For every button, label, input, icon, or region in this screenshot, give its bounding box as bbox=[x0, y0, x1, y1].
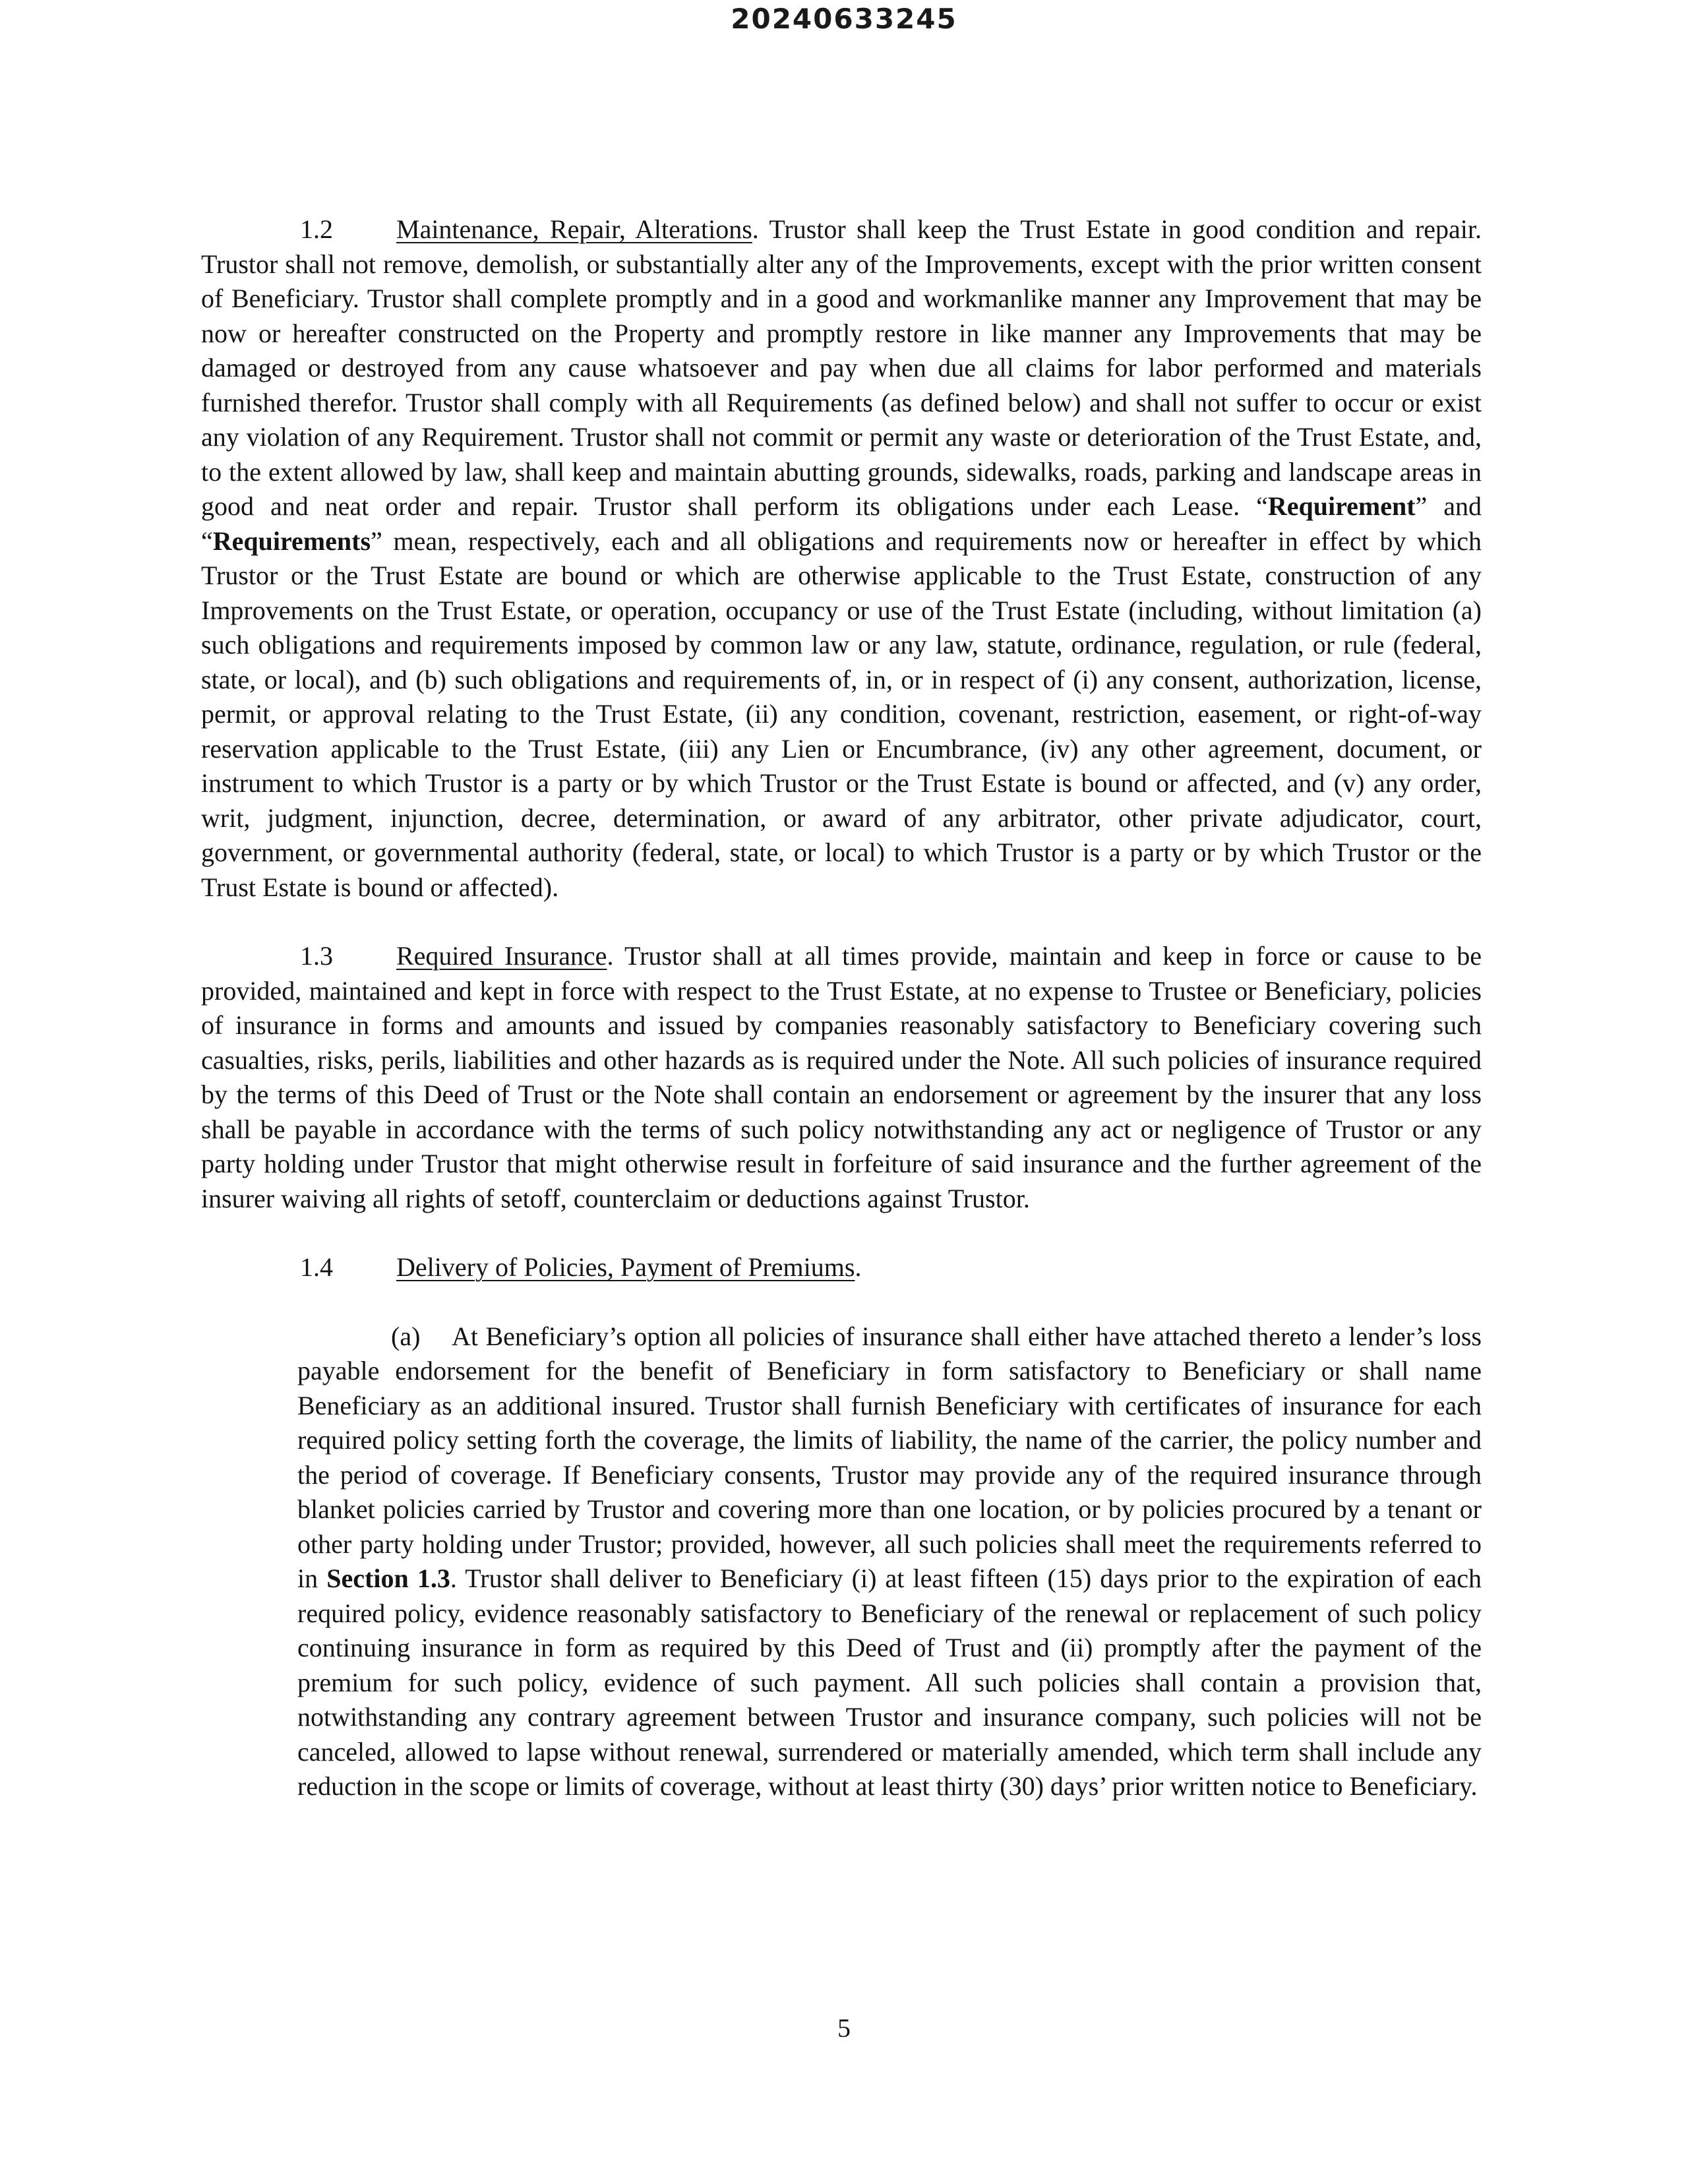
section-reference: Section 1.3 bbox=[326, 1563, 450, 1593]
defined-term: Requirement bbox=[1267, 491, 1416, 521]
section-number: 1.2 bbox=[300, 214, 333, 244]
section-1-2 bbox=[201, 212, 1482, 905]
section-1-4-a bbox=[297, 1320, 1482, 1804]
document-number: 20240633245 bbox=[731, 3, 957, 35]
section-number: 1.4 bbox=[300, 1252, 333, 1282]
page-number: 5 bbox=[837, 2013, 851, 2043]
section-text: ” mean, respectively, each and all obligations and requirements now or hereafter in effect by which Trustor or the Trust Estate are bound or which are otherwise applicable to the Trust Estate, construction of any Improvements on the Trust Estate, or operation, occupancy or use of the Trust Estate (including, without limitation (a) such obligations and requirements imposed by common law or any law, statute, ordinance, regulation, or rule (federal, state, or local), and (b) such obligations and requirements of, in, or in respect of (i) any consent, authorization, license, permit, or approval relating to the Trust Estate, (ii) any condition, covenant, restriction, easement, or right-of-way reservation applicable to the Trust Estate, (iii) any Lien or Encumbrance, (iv) any other agreement, document, or instrument to which Trustor is a party or by which Trustor or the Trust Estate is bound or affected, and (v) any order, writ, judgment, injunction, decree, determination, or award of any arbitrator, other private adjudicator, court, government, or governmental authority (federal, state, or local) to which Trustor is a party or by which Trustor or the Trust Estate is bound or affected). bbox=[201, 526, 1482, 902]
section-text: At Beneficiary’s option all policies of insurance shall either have attached thereto a lender’s loss payable endorsement for the benefit of Beneficiary in form satisfactory to Beneficiary or shall name Beneficiary as an additional insured. Trustor shall furnish Beneficiary with certificates of insurance for each required policy setting forth the coverage, the limits of liability, the name of the carrier, the policy number and the period of coverage. If Beneficiary consents, Trustor may provide any of the required insurance through blanket policies carried by Trustor and covering more than one location, or by policies procured by a tenant or other party holding under Trustor; provided, however, all such policies shall meet the requirements referred to in bbox=[297, 1321, 1482, 1593]
section-text: . Trustor shall deliver to Beneficiary (i) at least fifteen (15) days prior to the expiration of each required policy, evidence reasonably satisfactory to Beneficiary of the renewal or replacement of such policy continuing insurance in form as required by this Deed of Trust and (ii) promptly after the payment of the premium for such policy, evidence of such payment. All such policies shall contain a provision that, notwithstanding any contrary agreement between Trustor and insurance company, such policies will not be canceled, allowed to lapse without renewal, surrendered or materially amended, which term shall include any reduction in the scope or limits of coverage, without at least thirty (30) days’ prior written notice to Beneficiary. bbox=[297, 1563, 1482, 1801]
section-1-4 bbox=[201, 1250, 1482, 1285]
subsection-number: (a) bbox=[391, 1321, 421, 1351]
section-1-3 bbox=[201, 939, 1482, 1216]
section-text: . Trustor shall keep the Trust Estate in good condition and repair. Trustor shall not remove, demolish, or substantially alter any of the Improvements, except with the prior written consent of Beneficiary. Trustor shall complete promptly and in a good and workmanlike manner any Improvement that may be now or hereafter constructed on the Property and promptly restore in like manner any Improvements that may be damaged or destroyed from any cause whatsoever and pay when due all claims for labor performed and materials furnished therefor. Trustor shall comply with all Requirements (as defined below) and shall not suffer to occur or exist any violation of any Requirement. Trustor shall not commit or permit any waste or deterioration of the Trust Estate, and, to the extent allowed by law, shall keep and maintain abutting grounds, sidewalks, roads, parking and landscape areas in good and neat order and repair. Trustor shall perform its obligations under each Lease. “ bbox=[201, 214, 1482, 521]
defined-term: Requirements bbox=[212, 526, 371, 556]
section-heading: Required Insurance bbox=[396, 941, 607, 971]
section-heading: Delivery of Policies, Payment of Premiums bbox=[396, 1252, 855, 1282]
section-heading: Maintenance, Repair, Alterations bbox=[396, 214, 752, 244]
section-number: 1.3 bbox=[300, 941, 333, 971]
document-body bbox=[201, 212, 1482, 1804]
section-text: ” and “ bbox=[201, 491, 1482, 556]
section-text: . Trustor shall at all times provide, maintain and keep in force or cause to be provided, maintained and kept in force with respect to the Trust Estate, at no expense to Trustee or Beneficiary, policies of insurance in forms and amounts and issued by companies reasonably satisfactory to Beneficiary covering such casualties, risks, perils, liabilities and other hazards as is required under the Note. All such policies of insurance required by the terms of this Deed of Trust or the Note shall contain an endorsement or agreement by the insurer that any loss shall be payable in accordance with the terms of such policy notwithstanding any act or negligence of Trustor or any party holding under Trustor that might otherwise result in forfeiture of said insurance and the further agreement of the insurer waiving all rights of setoff, counterclaim or deductions against Trustor. bbox=[201, 941, 1482, 1213]
section-text: . bbox=[855, 1252, 862, 1282]
